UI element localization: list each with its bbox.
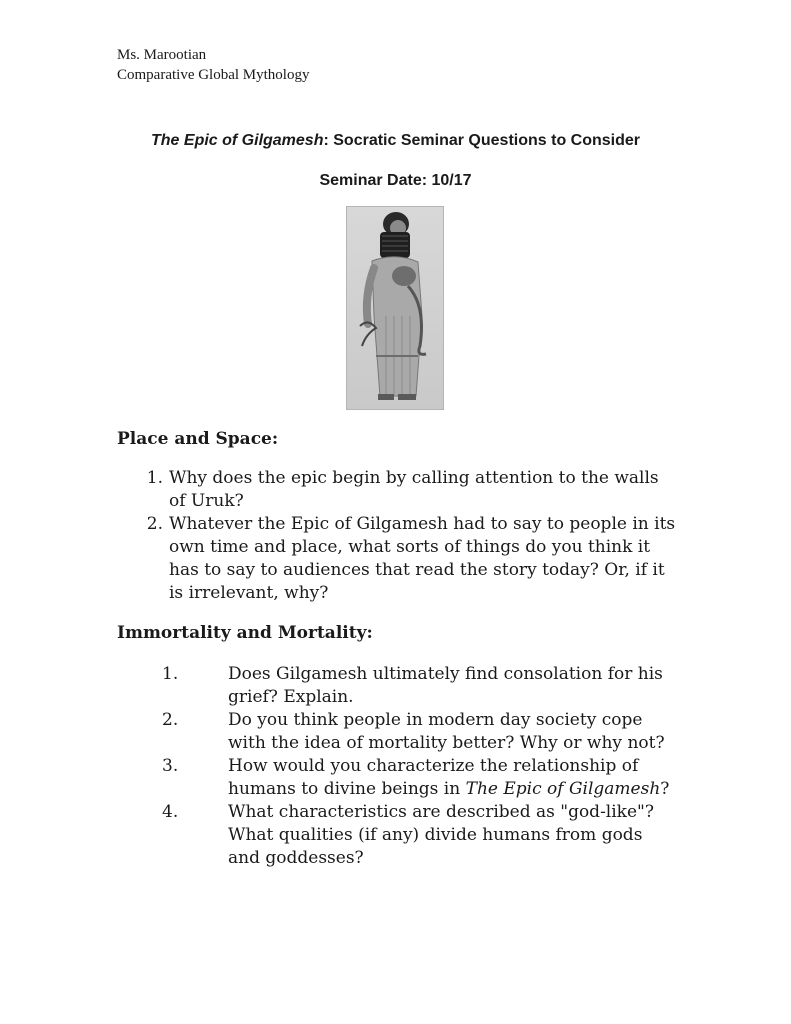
section-heading-place: Place and Space: [117,429,279,449]
question-text: What characteristics are described as "god-like"? What qualities (if any) divide humans from gods and goddesses? [228,802,654,868]
teacher-name: Ms. Marootian [117,47,207,63]
course-name: Comparative Global Mythology [117,67,310,83]
question-number: 4. [162,802,179,822]
place-question-list [118,467,678,605]
seminar-date: Seminar Date: 10/17 [319,172,472,189]
question-text: Does Gilgamesh ultimately find consolation for his grief? Explain. [228,664,663,707]
section-heading-immortality: Immortality and Mortality: [117,623,373,643]
question-text-post: ? [660,779,670,799]
question-text [228,755,678,801]
gilgamesh-relief-image [346,206,444,410]
question-text: Why does the epic begin by calling attention to the walls of Uruk? [169,468,659,511]
title-italic: The Epic of Gilgamesh [151,132,324,149]
page-title [0,130,791,152]
list-item [118,709,678,755]
question-text: Whatever the Epic of Gilgamesh had to say to people in its own time and place, what sorts of things do you think it has to say to audiences that read the story today? Or, if it is irrelevant, why? [169,514,676,603]
list-item [118,513,678,605]
question-text: Do you think people in modern day society cope with the idea of mortality better? Why or why not? [228,710,665,753]
question-number: 3. [162,756,179,776]
question-text-italic-title: The Epic of Gilgamesh [465,779,661,799]
question-number: 1. [162,664,179,684]
list-item [118,467,678,513]
question-number: 2. [146,514,163,534]
list-item [118,663,678,709]
document-header [117,45,309,85]
question-number: 2. [162,710,179,730]
list-item [118,801,678,870]
title-rest: : Socratic Seminar Questions to Consider [323,132,640,149]
question-number: 1. [146,468,163,488]
list-item [118,755,678,801]
immortality-question-list [118,663,678,870]
question-text-pre: How would you characterize the relationship of humans to divine beings in [228,756,639,799]
